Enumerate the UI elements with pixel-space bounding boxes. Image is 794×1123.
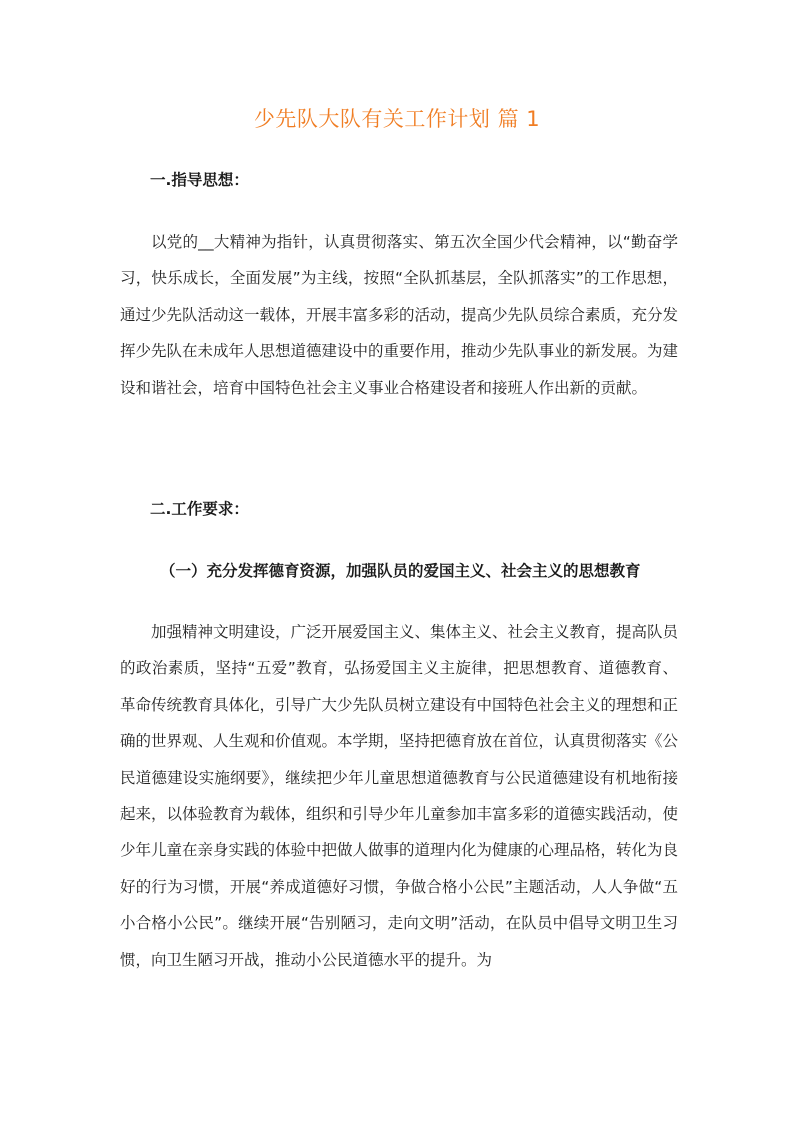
document-title: 少先队大队有关工作计划 篇 1 [253,107,541,131]
paragraph-guiding-ideology: 以党的__大精神为指针，认真贯彻落实、第五次全国少代会精神，以“勤奋学习，快乐成长，全面发展”为主线，按照“全队抓基层，全队抓落实”的工作思想，通过少先队活动这一载体，开展丰富多彩的活动，提高少先队员综合素质，充分发挥少先队在未成年人思想道德建设中的重要作用，推动少先队事业的新发展。为建设和谐社会，培育中国特色社会主义事业合格建设者和接班人作出新的贡献。 [120,233,679,397]
section-heading-guiding-ideology: 一.指导思想： [150,171,249,189]
subsection-heading-moral-education: （一）充分发挥德育资源，加强队员的爱国主义、社会主义的思想教育 [160,562,641,580]
paragraph-moral-education: 加强精神文明建设，广泛开展爱国主义、集体主义、社会主义教育，提高队员的政治素质，坚持“五爱”教育，弘扬爱国主义主旋律，把思想教育、道德教育、革命传统教育具体化，引导广大少先队员树立建设有中国特色社会主义的理想和正确的世界观、人生观和价值观。本学期，坚持把德育放在首位，认真贯彻落实《公民道德建设实施纲要》，继续把少年儿童思想道德教育与公民道德建设有机地衔接起来，以体验教育为载体，组织和引导少年儿童参加丰富多彩的道德实践活动，使少年儿童在亲身实践的体验中把做人做事的道理内化为健康的心理品格，转化为良好的行为习惯，开展“养成道德好习惯，争做合格小公民”主题活动，人人争做“五小合格小公民”。继续开展“告别陋习，走向文明”活动，在队员中倡导文明卫生习惯，向卫生陋习开战，推动小公民道德水平的提升。为 [120,623,679,969]
section-heading-work-requirements: 二.工作要求： [150,500,249,518]
